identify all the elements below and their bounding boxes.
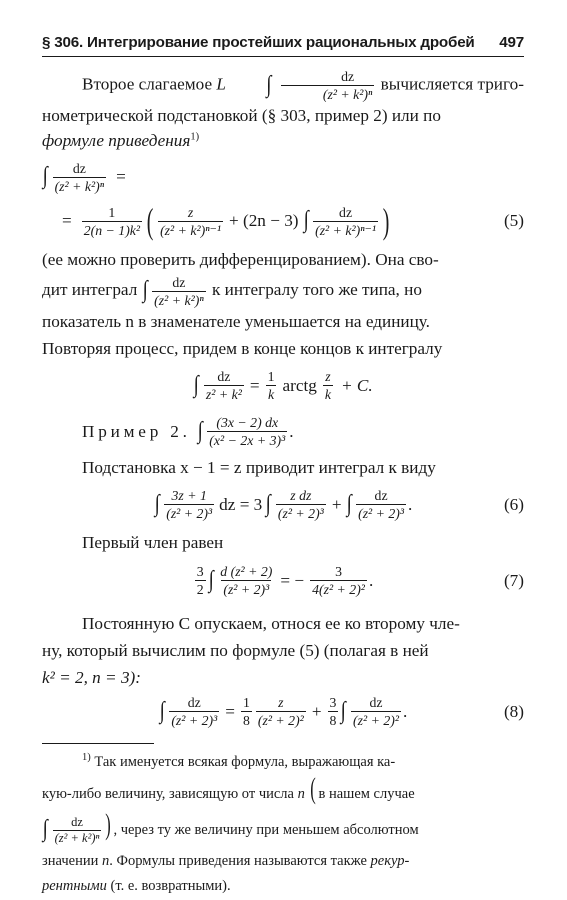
footnote-line-5: рентными (т. е. возвратными). <box>42 877 231 894</box>
integral-sign: ∫ <box>266 490 272 517</box>
footnote-line-4: значении n. Формулы приведения называются также рекур- <box>42 852 410 869</box>
integral-sign: ∫ <box>197 417 203 444</box>
fraction: $\frac{3}{8}$ <box>329 695 337 729</box>
formula-reduction-lhs: ∫ $\frac{dz}{\text{(z² + k²)ⁿ}}$ = <box>42 160 126 194</box>
fraction: $\frac{\text{d (z² + 2)}}{\text{(z² + 2)³}}$ <box>220 564 273 598</box>
fraction: $\frac{dz}{\text{(z² + k²)ⁿ}}$ <box>154 274 204 308</box>
page-number: 497 <box>499 34 524 51</box>
paragraph-1 <box>42 69 524 154</box>
fraction: $\frac{dz}{\text{(z² + 2)³}}$ <box>358 488 405 522</box>
integral-sign: ∫ <box>42 163 48 189</box>
equation-number: (5) <box>503 211 524 230</box>
equation-number: (7) <box>503 570 524 590</box>
fraction: $\frac{3}{\text{4(z² + 2)²}}$ <box>312 564 365 598</box>
formula-7: $\frac{3}{2}$ ∫ $\frac{\text{d (z² + 2)}}{\text{(z² + 2)³}}$ = − $\frac{3}{\text{4(z² + 2)²}}$ . (7) <box>196 564 524 598</box>
paragraph-2-line-4: Повторяя процесс, придем в конце концов к интегралу <box>42 338 443 358</box>
paragraph-2-line-1: (ее можно проверить дифференцированием). Она сво- <box>42 250 439 269</box>
fraction: $\frac{\text{z dz}}{\text{(z² + 2)³}}$ <box>277 488 324 522</box>
footnote-line-1: $^{1)}$ Так именуется всякая формула, выражающая ка- <box>82 751 396 770</box>
paragraph-5 <box>42 610 524 691</box>
running-header <box>42 34 524 57</box>
equation-number: (6) <box>503 494 524 514</box>
integral-sign: ∫ <box>346 490 352 517</box>
example-label: Пример 2. <box>82 421 191 441</box>
formula-arctg: ∫ $\frac{dz}{\text{z² + k²}}$ = $\frac{1}{k}$ arctg $\frac{z}{k}$ + C. <box>194 369 373 403</box>
formula-8: ∫ $\frac{dz}{\text{(z² + 2)³}}$ = $\frac{1}{8}$ $\frac{z}{\text{(z² + 2)²}}$ + $\frac{3}{8}$ ∫ $\frac{dz}{\text{(z² + 2)²}}$ . (8) <box>159 695 524 729</box>
paragraph-1-line-3 <box>42 127 524 154</box>
paragraph-4: Первый член равен <box>82 532 224 552</box>
integral-sign: ∫ <box>154 490 160 517</box>
footnote-mark: 1) <box>82 751 91 763</box>
fraction: $\frac{dz}{\text{z² + k²}}$ <box>205 369 242 403</box>
paragraph-5-line-2: ну, который вычислим по формуле (5) (полагая в ней <box>42 640 429 660</box>
example-2: Пример 2. ∫ $\frac{(3x - 2) dx}{\text{(x² − 2x + 3)³}}$ . <box>82 415 294 449</box>
fraction: $\frac{z}{k}$ <box>324 369 331 403</box>
integral-sign: ∫ <box>142 277 148 304</box>
footnote-mark: 1) <box>190 131 200 143</box>
footnote-line-3: ∫ $\frac{dz}{\text{(z² + k²)ⁿ}}$ ) , через ту же величину при меньшем абсолютном <box>42 807 419 845</box>
fraction: $\frac{dz}{\text{(z² + k²)ⁿ}}$ <box>54 814 100 845</box>
integral-term <box>142 275 208 308</box>
paragraph-2 <box>42 246 524 362</box>
fraction: $\frac{1}{8}$ <box>242 695 250 729</box>
book-page <box>42 34 524 899</box>
footnote-line-2: кую-либо величину, зависящую от числа n ( в нашем случае <box>42 771 415 805</box>
integral-sign: ∫ <box>42 816 48 843</box>
fraction: $\frac{1}{k}$ <box>267 369 275 403</box>
integral-term <box>42 816 103 845</box>
fraction: $\frac{3}{2}$ <box>196 564 204 598</box>
left-paren: ( <box>310 771 317 805</box>
integral-sign: ∫ <box>159 697 165 724</box>
integral-sign: ∫ <box>208 566 214 593</box>
fraction: $\frac{z}{\text{(z² + k²)ⁿ⁻¹}}$ <box>160 204 221 238</box>
fraction: $\frac{3z + 1}{\text{(z² + 2)³}}$ <box>166 488 213 522</box>
fraction: $\frac{1}{\text{2(n − 1)k²}}$ <box>83 204 141 238</box>
fraction: $\frac{dz}{\text{(z² + k²)ⁿ}}$ <box>281 69 375 102</box>
integral-sign: ∫ <box>194 371 200 398</box>
paragraph-1-line-2: нометрической подстановкой (§ 303, пример 2) или по <box>42 106 441 125</box>
integral-sign: ∫ <box>341 697 347 724</box>
paragraph-3: Подстановка x − 1 = z приводит интеграл к виду <box>82 457 436 477</box>
section-title: § 306. Интегрирование простейших рациональных дробей <box>42 34 475 51</box>
paragraph-2-line-3: показатель n в знаменателе уменьшается на единицу. <box>42 311 430 331</box>
paragraph-2-line-2: дит интеграл ∫ $\frac{dz}{\text{(z² + k²)ⁿ}}$ к интегралу того же типа, но <box>42 274 422 308</box>
equation-number: (8) <box>503 701 524 721</box>
integral-term <box>230 69 376 102</box>
integral-sign: ∫ <box>266 71 272 98</box>
fraction: $\frac{dz}{\text{(z² + k²)ⁿ⁻¹}}$ <box>315 204 377 238</box>
footnote-rule <box>42 743 154 744</box>
fraction: $\frac{dz}{\text{(z² + 2)²}}$ <box>353 695 399 729</box>
paragraph-5-line-1: Постоянную C опускаем, относя ее ко второму чле- <box>82 613 460 633</box>
footnote <box>42 750 524 899</box>
left-paren: ( <box>146 200 154 241</box>
term-reduction-formula: формуле приведения <box>42 131 191 150</box>
fraction: $\frac{dz}{\text{(z² + k²)ⁿ}}$ <box>54 160 105 194</box>
fraction: $\frac{dz}{\text{(z² + 2)³}}$ <box>171 695 218 729</box>
formula-6: ∫ $\frac{3z + 1}{\text{(z² + 2)³}}$ dz = 3 ∫ $\frac{\text{z dz}}{\text{(z² + 2)³}}$ + ∫ $\frac{dz}{\text{(z² + 2)³}}$ . (6) <box>154 488 524 522</box>
integral-sign: ∫ <box>303 207 309 233</box>
formula-5: = $\frac{1}{\text{2(n − 1)k²}}$ ( $\frac{z}{\text{(z² + k²)ⁿ⁻¹}}$ + (2n − 3) ∫ $\frac{dz}{\text{(z² + k²)ⁿ⁻¹}}$ ) (5) <box>62 200 524 241</box>
fraction: $\frac{(3x - 2) dx}{\text{(x² − 2x + 3)³}}$ <box>209 415 286 449</box>
right-paren: ) <box>105 807 112 841</box>
fraction: $\frac{z}{\text{(z² + 2)²}}$ <box>257 695 304 729</box>
paragraph-5-line-3: k² = 2, n = 3): <box>42 667 141 687</box>
right-paren: ) <box>382 200 390 241</box>
paragraph-1-line-1: Второе слагаемое L ∫ $\frac{dz}{\text{(z² + k²)ⁿ}}$ вычисляется триго- <box>82 69 524 102</box>
